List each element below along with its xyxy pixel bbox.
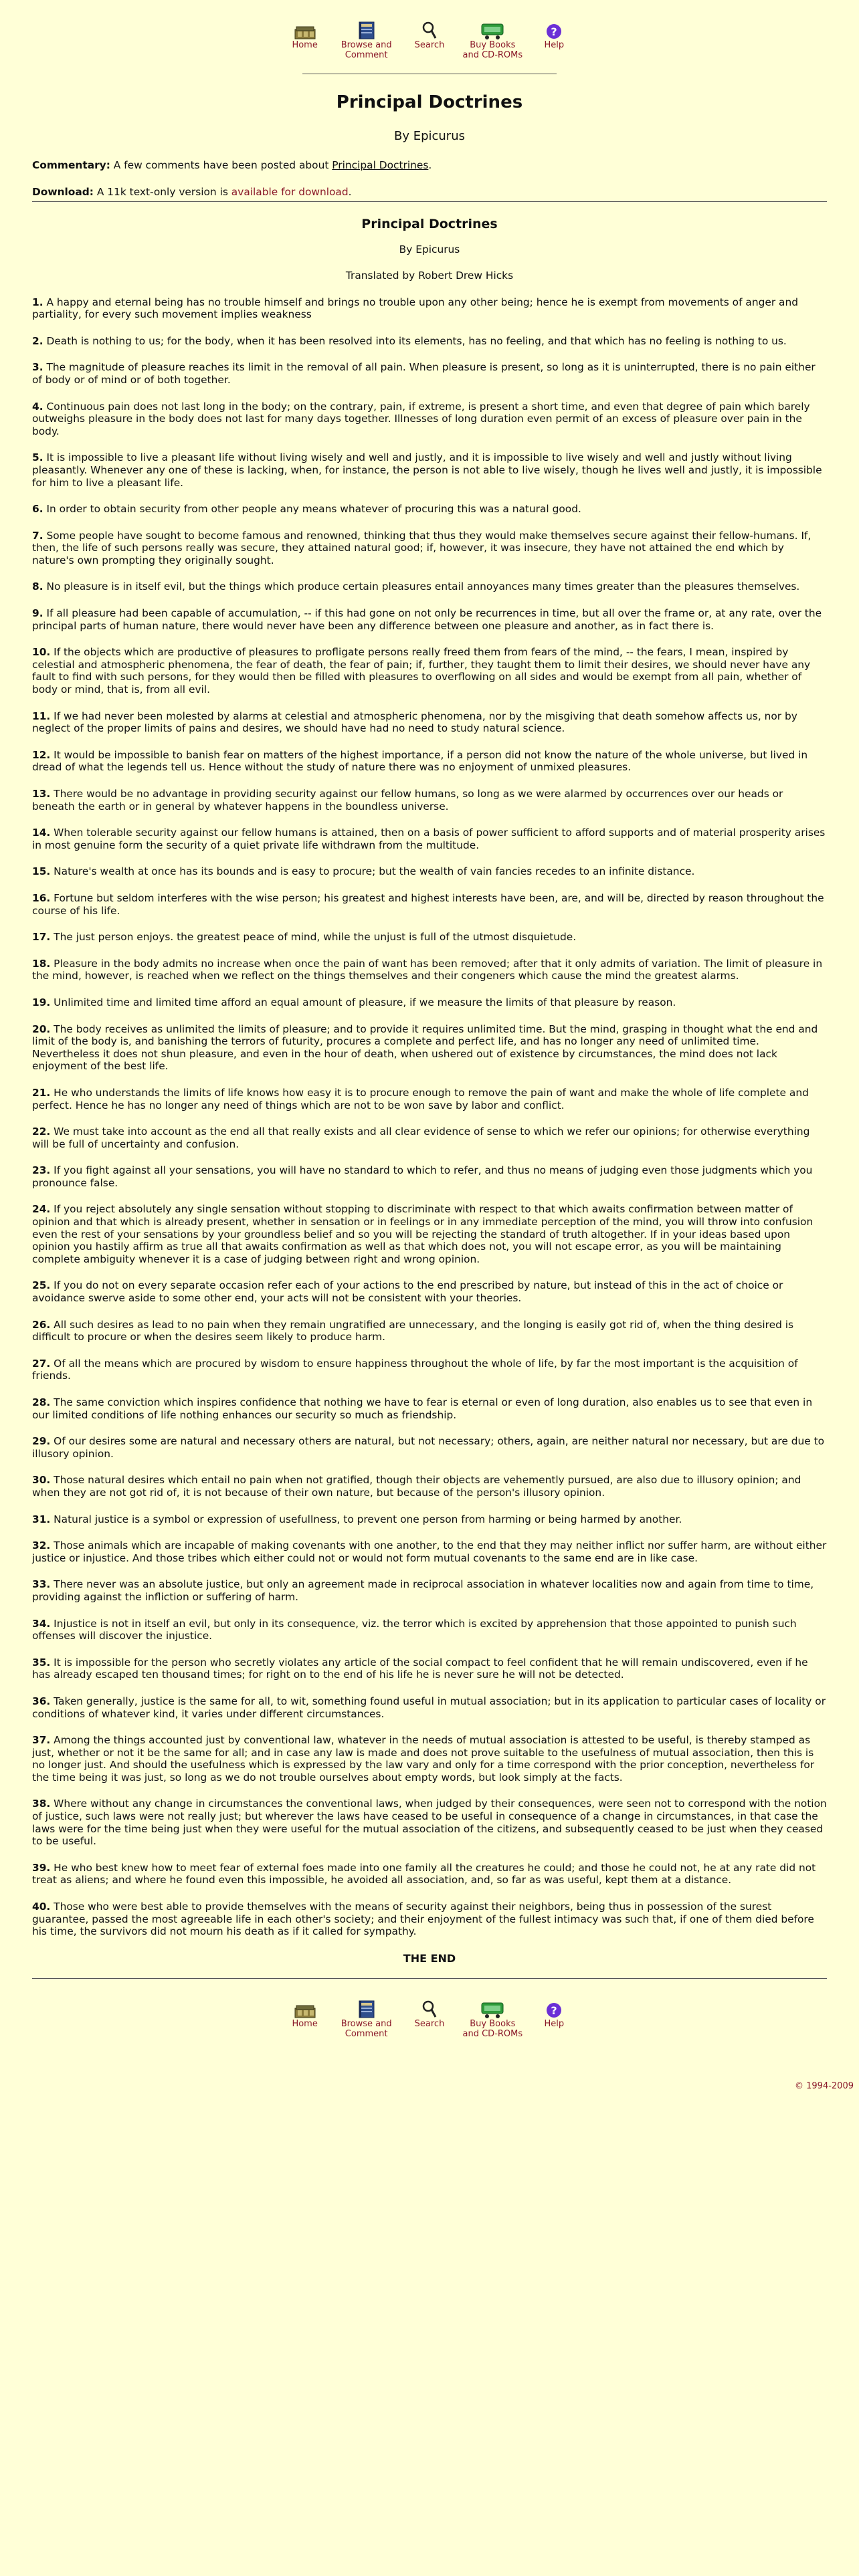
help-icon	[541, 17, 567, 40]
doctrine-text: We must take into account as the end all that really exists and all clear evidence of sense to which we refer our opinions; for otherwise everything will be full of uncertainty and confusion.	[32, 1125, 810, 1150]
top-nav-search[interactable]	[415, 17, 445, 60]
doctrine-text: It is impossible for the person who secretly violates any article of the social compact to feel confident that he will remain undiscovered, even if he has already escaped ten thousand times; for right on to the end of his life he is never sure he will not be detected.	[32, 1656, 808, 1681]
doctrine-text: Of all the means which are procured by wisdom to ensure happiness throughout the whole of life, by far the most important is the acquisition of friends.	[32, 1357, 798, 1382]
doctrine-text: Of our desires some are natural and necessary others are natural, but not necessary; others, again, are neither natural nor necessary, but are due to illusory opinion.	[32, 1435, 825, 1460]
nav-label: Help	[544, 2019, 565, 2030]
doctrine-item	[32, 1203, 827, 1265]
doctrine-number: 17.	[32, 931, 51, 944]
bottom-nav-help[interactable]	[541, 1996, 567, 2039]
doctrine-number: 26.	[32, 1318, 51, 1331]
doctrine-number: 31.	[32, 1513, 51, 1525]
doctrine-item	[32, 451, 827, 489]
doctrine-item	[32, 1656, 827, 1681]
doctrine-text: If we had never been molested by alarms at celestial and atmospheric phenomena, nor by the misgiving that death somehow affects us, nor by neglect of the proper limits of pains and desires, we should have had no need to study natural science.	[32, 710, 797, 735]
doctrine-text: Injustice is not in itself an evil, but only in its consequence, viz. the terror which is excited by apprehension that those appointed to punish such offenses will discover the injustice.	[32, 1617, 797, 1642]
doctrine-number: 11.	[32, 710, 51, 722]
bottom-nav-search[interactable]	[415, 1996, 445, 2039]
commentary-end: .	[428, 158, 432, 171]
doctrine-text: The magnitude of pleasure reaches its limit in the removal of all pain. When pleasure is present, so long as it is uninterrupted, there is no pain either of body or of mind or of both together.	[32, 361, 816, 386]
doctrine-text: The body receives as unlimited the limits of pleasure; and to provide it requires unlimited time. But the mind, grasping in thought what the end and limit of the body is, and banishing the terrors of futurity, procures a complete and perfect life, and has no longer any need of unlimited time. Nevertheless it does not shun pleasure, and even in the hour of death, when ushered out of existence by circumstances, the mind does not lack enjoyment of the best life.	[32, 1023, 818, 1073]
doctrine-item	[32, 1862, 827, 1887]
doctrine-number: 9.	[32, 607, 43, 620]
bottom-nav-home[interactable]	[292, 1996, 318, 2039]
doctrine-item	[32, 580, 827, 593]
doctrine-number: 32.	[32, 1539, 51, 1552]
doctrine-item	[32, 1578, 827, 1603]
doctrine-text: In order to obtain security from other people any means whatever of procuring this was a natural good.	[46, 503, 581, 516]
top-nav-buy-books-and-cd-roms[interactable]	[462, 17, 523, 60]
doctrine-item	[32, 865, 827, 878]
doctrine-number: 28.	[32, 1396, 51, 1408]
doctrine-item	[32, 1087, 827, 1111]
doctrine-text: If you do not on every separate occasion refer each of your actions to the end prescribed by nature, but instead of this in the act of choice or avoidance swerve aside to some other end, your acts will not be consistent with your theories.	[32, 1279, 783, 1305]
doctrine-text: It would be impossible to banish fear on matters of the highest importance, if a person did not know the nature of the whole universe, but lived in dread of what the legends tell us. Hence without the study of nature there was no enjoyment of unmixed pleasures.	[32, 748, 808, 774]
doctrine-item	[32, 827, 827, 851]
doctrine-list	[32, 296, 827, 1938]
doctrine-item	[32, 1164, 827, 1189]
doctrine-item	[32, 931, 827, 944]
doctrine-number: 36.	[32, 1695, 51, 1707]
doctrine-number: 10.	[32, 646, 51, 659]
commentary-text: A few comments have been posted about	[113, 158, 329, 171]
doctrine-number: 12.	[32, 748, 51, 761]
doctrine-item	[32, 1539, 827, 1564]
doctrine-text: Unlimited time and limited time afford an equal amount of pleasure, if we measure the limits of that pleasure by reason.	[54, 996, 676, 1008]
nav-label: Search	[414, 2019, 445, 2030]
doctrine-text: Those natural desires which entail no pain when not gratified, though their objects are vehemently pursued, are also due to illusory opinion; and when they are not got rid of, it is not because of their own nature, but because of the person's illusory opinion.	[32, 1474, 801, 1499]
doctrine-number: 34.	[32, 1617, 51, 1630]
doctrine-number: 16.	[32, 891, 51, 904]
doctrine-text: There would be no advantage in providing security against our fellow humans, so long as we were alarmed by occurrences over our heads or beneath the earth or in general by whatever happens in the boundless universe.	[32, 788, 783, 813]
the-end: THE END	[403, 1951, 456, 1965]
section-divider	[32, 201, 827, 202]
copyright: © 1994-2009	[795, 2081, 854, 2091]
doctrine-item	[32, 1901, 827, 1938]
doctrine-text: Nature's wealth at once has its bounds and is easy to procure; but the wealth of vain fancies recedes to an infinite distance.	[54, 865, 695, 878]
doctrine-item	[32, 1435, 827, 1460]
doctrine-item	[32, 1798, 827, 1847]
download-label: Download:	[32, 186, 94, 199]
nav-label: Buy Books and CD-ROMs	[462, 40, 523, 60]
doctrine-text: It is impossible to live a pleasant life without living wisely and well and justly, and it is impossible to live wisely and well and justly without living pleasantly. Whenever any one of these is lacking, when, for instance, the person is not able to live wisely, though he lives well and justly, it is impossible for him to live a pleasant life.	[32, 451, 822, 489]
page-title: Principal Doctrines	[336, 92, 523, 112]
doctrine-text: Natural justice is a symbol or expression of usefullness, to prevent one person from harming or being harmed by another.	[54, 1513, 682, 1525]
doctrine-number: 24.	[32, 1203, 51, 1216]
doctrine-item	[32, 1513, 827, 1526]
doctrine-item	[32, 710, 827, 735]
doctrine-text: He who best knew how to meet fear of external foes made into one family all the creatures he could; and those he could not, he at any rate did not treat as aliens; and where he found even this impossible, he avoided all association, and, so far as was useful, kept them at a distance.	[32, 1861, 816, 1887]
book-icon	[353, 1996, 380, 2019]
doctrine-text: No pleasure is in itself evil, but the things which produce certain pleasures entail annoyances many times greater than the pleasures themselves.	[46, 580, 800, 593]
doctrine-item	[32, 1474, 827, 1499]
doctrine-item	[32, 996, 827, 1009]
doctrine-item	[32, 335, 827, 348]
nav-label: Buy Books and CD-ROMs	[462, 2019, 523, 2040]
commentary-line	[32, 159, 827, 172]
doctrine-number: 35.	[32, 1656, 51, 1669]
top-nav-help[interactable]	[541, 17, 567, 60]
home-icon	[292, 1996, 318, 2019]
doctrine-item	[32, 1358, 827, 1382]
download-link[interactable]: available for download	[231, 186, 349, 199]
doctrine-text: Fortune but seldom interferes with the wise person; his greatest and highest interests have been, are, and will be, directed by reason throughout the course of his life.	[32, 891, 824, 917]
bottom-nav-browse-and-comment[interactable]	[336, 1996, 397, 2039]
doctrine-number: 18.	[32, 957, 51, 970]
doctrine-number: 19.	[32, 996, 51, 1008]
doctrine-text: Where without any change in circumstances the conventional laws, when judged by their consequences, were seen not to correspond with the notion of justice, such laws were not really just; but wherever the laws have ceased to be useful in consequence of a change in circumstances, in that case the laws were for the time being just when they were useful for the mutual association of the citizens, and subsequently ceased to be just when they ceased to be useful.	[32, 1798, 827, 1848]
section-byline: By Epicurus	[399, 243, 460, 256]
nav-label: Home	[292, 2019, 318, 2030]
nav-label: Browse and Comment	[341, 40, 392, 60]
doctrine-number: 37.	[32, 1734, 51, 1747]
doctrine-item	[32, 607, 827, 632]
svg-text:?: ?	[551, 2004, 557, 2018]
doctrine-number: 40.	[32, 1901, 51, 1913]
top-nav-browse-and-comment[interactable]	[336, 17, 397, 60]
doctrine-number: 33.	[32, 1578, 51, 1591]
doctrine-text: Continuous pain does not last long in the body; on the contrary, pain, if extreme, is present a short time, and even that degree of pain which barely outweighs pleasure in the body does not last for many days together. Illnesses of long duration even permit of an excess of pleasure over pain in the body.	[32, 400, 810, 437]
cart-icon	[479, 17, 506, 40]
doctrine-number: 20.	[32, 1023, 51, 1035]
doctrine-item	[32, 1279, 827, 1304]
doctrine-text: The same conviction which inspires confidence that nothing we have to fear is eternal or even of long duration, also enables us to see that even in our limited conditions of life nothing enhances our security so much as friendship.	[32, 1396, 813, 1421]
doctrine-text: All such desires as lead to no pain when they remain ungratified are unnecessary, and the longing is easily got rid of, when the thing desired is difficult to procure or when the desires seem likely to produce harm.	[32, 1318, 794, 1344]
doctrine-text: The just person enjoys. the greatest peace of mind, while the unjust is full of the utmost disquietude.	[54, 931, 577, 944]
doctrine-text: Those animals which are incapable of making covenants with one another, to the end that they may neither inflict nor suffer harm, are without either justice or injustice. And those tribes which either could not or would not form mutual covenants to the same end are in like case.	[32, 1539, 827, 1564]
doctrine-item	[32, 1319, 827, 1344]
doctrine-number: 2.	[32, 334, 43, 347]
doctrine-number: 22.	[32, 1125, 51, 1138]
doctrine-text: Taken generally, justice is the same for all, to wit, something found useful in mutual association; but in its application to particular cases of locality or conditions of whatever kind, it varies under different circumstances.	[32, 1695, 826, 1720]
doctrine-item	[32, 749, 827, 774]
doctrine-item	[32, 401, 827, 438]
doctrine-number: 30.	[32, 1474, 51, 1487]
doctrine-number: 4.	[32, 400, 43, 413]
doctrine-item	[32, 530, 827, 567]
doctrine-item	[32, 892, 827, 917]
doctrine-text: If the objects which are productive of pleasures to profligate persons really freed them from fears of the mind, -- the fears, I mean, inspired by celestial and atmospheric phenomena, the fear of death, the fear of pain; if, further, they taught them to limit their desires, we should never have any fault to find with such persons, for they would then be filled with pleasures to overflowing on all sides and would be exempt from all pain, whether of body or mind, that is, from all evil.	[32, 646, 811, 696]
download-text: A 11k text-only version is	[96, 186, 228, 199]
book-icon	[353, 17, 380, 40]
doctrine-number: 27.	[32, 1357, 51, 1370]
doctrine-number: 25.	[32, 1279, 51, 1292]
bottom-nav-buy-books-and-cd-roms[interactable]	[462, 1996, 523, 2039]
doctrine-text: When tolerable security against our fellow humans is attained, then on a basis of power sufficient to afford supports and of material prosperity arises in most genuine form the security of a quiet private life withdrawn from the multitude.	[32, 827, 826, 851]
doctrine-number: 39.	[32, 1861, 51, 1874]
cart-icon	[479, 1996, 506, 2019]
nav-label: Browse and Comment	[341, 2019, 392, 2040]
translator-line: Translated by Robert Drew Hicks	[345, 269, 514, 282]
doctrine-item	[32, 1125, 827, 1150]
doctrine-item	[32, 788, 827, 813]
bottom-nav	[0, 1979, 859, 2039]
doctrine-item	[32, 1023, 827, 1073]
author-byline: By Epicurus	[393, 129, 465, 143]
doctrine-text: Those who were best able to provide themselves with the means of security against their neighbors, being thus in possession of the surest guarantee, passed the most agreeable life in each other's society; and their enjoyment of the fullest intimacy was such that, if one of them died before his time, the survivors did not mourn his death as if it called for sympathy.	[32, 1901, 814, 1938]
doctrine-item	[32, 1618, 827, 1642]
doctrine-number: 29.	[32, 1435, 51, 1448]
doctrine-item	[32, 958, 827, 982]
doctrine-item	[32, 503, 827, 516]
doctrine-text: Among the things accounted just by conventional law, whatever in the needs of mutual association is attested to be useful, is thereby stamped as just, whether or not it be the same for all; and in case any law is made and does not prove suitable to the usefulness of mutual association, then this is no longer just. And should the usefulness which is expressed by the law vary and only for a time correspond with the prior conception, nevertheless for the time being it was just, so long as we do not trouble ourselves about empty words, but look simply at the facts.	[32, 1734, 815, 1784]
search-icon	[416, 17, 443, 40]
doctrine-item	[32, 296, 827, 321]
svg-text:?: ?	[551, 25, 557, 38]
doctrines-section	[32, 218, 827, 1965]
doctrine-number: 1.	[32, 296, 43, 308]
doctrine-number: 13.	[32, 788, 51, 800]
commentary-label: Commentary:	[32, 158, 110, 171]
doctrine-item	[32, 1695, 827, 1720]
help-icon	[541, 1996, 567, 2019]
top-nav-home[interactable]	[292, 17, 318, 60]
main-content	[32, 92, 827, 199]
top-nav	[0, 0, 859, 60]
doctrine-text: If you fight against all your sensations, you will have no standard to which to refer, and thus no means of judging even those judgments which you pronounce false.	[32, 1164, 813, 1189]
doctrine-text: He who understands the limits of life knows how easy it is to procure enough to remove the pain of want and make the whole of life complete and perfect. Hence he has no longer any need of things which are not to be won save by labor and conflict.	[32, 1086, 809, 1111]
doctrine-number: 15.	[32, 865, 51, 878]
doctrine-text: If you reject absolutely any single sensation without stopping to discriminate with respect to that which awaits confirmation between matter of opinion and that which is already present, whether in sensation or in feelings or in any immediate perception of the mind, you will throw into confusion even the rest of your sensations by your groundless belief and so you will be rejecting the standard of truth altogether. If in your ideas based upon opinion you hastily affirm as true all that awaits confirmation as well as that which does not, you will not escape error, as you will be maintaining complete ambiguity whenever it is a case of judging between right and wrong opinion.	[32, 1203, 814, 1265]
doctrine-number: 38.	[32, 1798, 51, 1810]
doctrine-number: 21.	[32, 1086, 51, 1099]
doctrine-number: 7.	[32, 529, 43, 542]
nav-label: Search	[414, 40, 445, 50]
doctrine-number: 14.	[32, 827, 51, 839]
doctrine-number: 3.	[32, 361, 43, 374]
doctrine-number: 23.	[32, 1164, 51, 1177]
download-end: .	[348, 186, 352, 199]
home-icon	[292, 17, 318, 40]
doctrine-item	[32, 361, 827, 386]
doctrine-item	[32, 1734, 827, 1784]
doctrine-text: A happy and eternal being has no trouble himself and brings no trouble upon any other being; hence he is exempt from movements of anger and partiality, for every such movement implies weakness	[32, 296, 799, 321]
doctrine-text: Pleasure in the body admits no increase when once the pain of want has been removed; after that it only admits of variation. The limit of pleasure in the mind, however, is reached when we reflect on the things themselves and their congeners which cause the mind the greatest alarms.	[32, 957, 823, 982]
doctrine-text: Some people have sought to become famous and renowned, thinking that thus they would make themselves secure against their fellow-humans. If, then, the life of such persons really was secure, they attained natural good; if, however, it was insecure, they have not attained the end which by nature's own prompting they originally sought.	[32, 529, 812, 566]
download-line	[32, 186, 827, 199]
nav-label: Help	[544, 40, 565, 50]
doctrine-text: If all pleasure had been capable of accumulation, -- if this had gone on not only be recurrences in time, but all over the frame or, at any rate, over the principal parts of human nature, there would never have been any difference between one pleasure and another, as in fact there is.	[32, 607, 822, 632]
search-icon	[416, 1996, 443, 2019]
doctrine-item	[32, 1396, 827, 1421]
doctrine-text: Death is nothing to us; for the body, when it has been resolved into its elements, has no feeling, and that which has no feeling is nothing to us.	[46, 334, 787, 347]
commentary-link[interactable]: Principal Doctrines	[332, 158, 429, 171]
doctrine-item	[32, 646, 827, 695]
doctrine-number: 6.	[32, 503, 43, 516]
doctrine-number: 5.	[32, 451, 43, 464]
section-title: Principal Doctrines	[361, 216, 498, 231]
nav-label: Home	[292, 40, 318, 50]
doctrine-number: 8.	[32, 580, 43, 593]
doctrine-text: There never was an absolute justice, but only an agreement made in reciprocal association in whatever localities now and again from time to time, providing against the infliction or suffering of harm.	[32, 1578, 814, 1603]
